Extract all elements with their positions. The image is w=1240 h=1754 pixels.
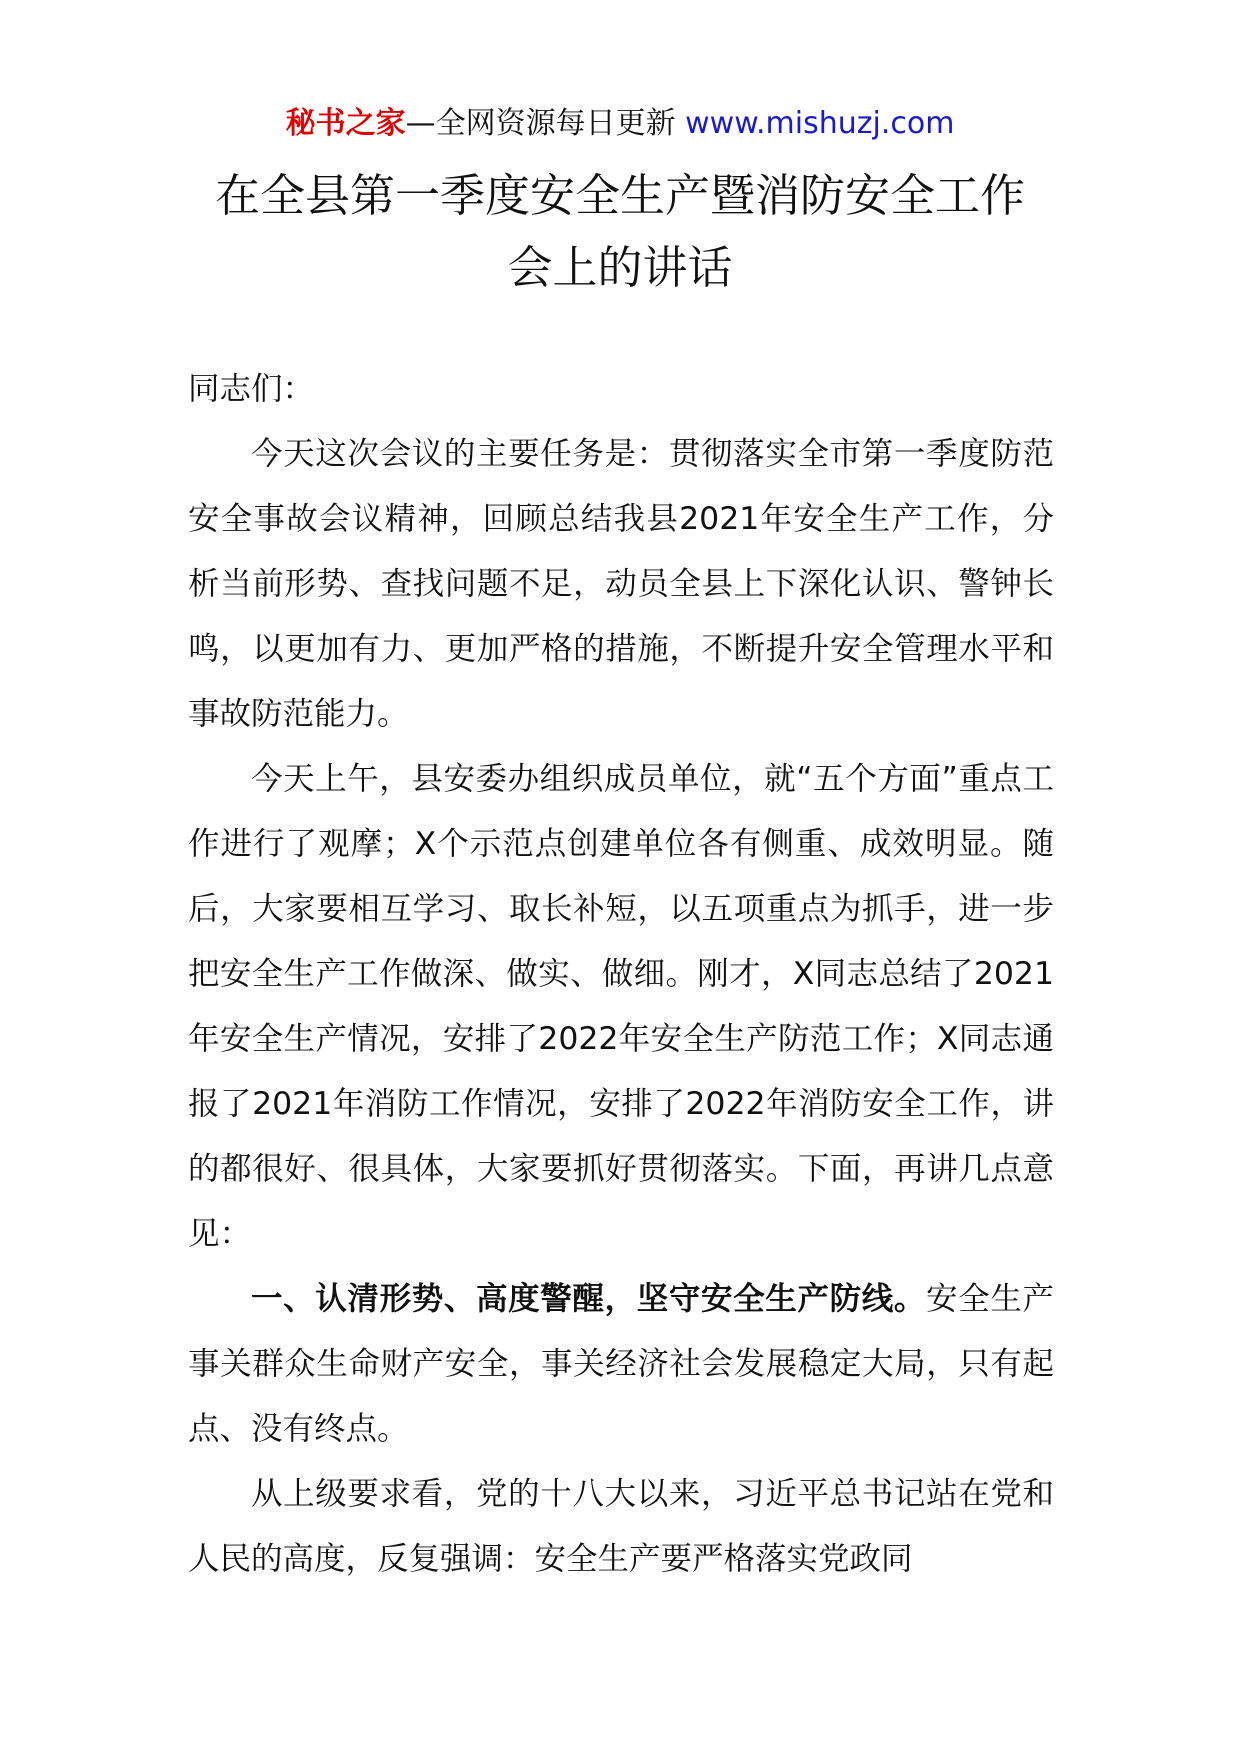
salutation: 同志们： <box>188 371 315 407</box>
paragraph-4: 从上级要求看，党的十八大以来，习近平总书记站在党和人民的高度，反复强调：安全生产要严格落实党政同 <box>188 1476 1054 1577</box>
title-line-2: 会上的讲话 <box>507 241 733 294</box>
section-text-1: 安全生产事关群众生命财产安全，事关经济社会发展稳定大局，只有起点、没有终点。 <box>188 1281 1054 1447</box>
title-line-1: 在全县第一季度安全生产暨消防安全工作 <box>214 169 1025 222</box>
paragraph-1: 今天这次会议的主要任务是：贯彻落实全市第一季度防范安全事故会议精神，回顾总结我县2021年安全生产工作，分析当前形势、查找问题不足，动员全县上下深化认识、警钟长鸣，以更加有力、更加严格的措施，不断提升安全管理水平和事故防范能力。 <box>188 436 1054 732</box>
document-body <box>188 357 1054 1592</box>
document-title <box>0 160 1240 304</box>
site-url[interactable]: www.mishuzj.com <box>685 106 955 141</box>
paragraph-3 <box>188 1267 1054 1462</box>
site-brand: 秘书之家 <box>285 106 406 141</box>
site-header <box>0 102 1240 146</box>
section-heading-1: 一、认清形势、高度警醒，坚守安全生产防线。 <box>251 1281 927 1317</box>
paragraph-2: 今天上午，县安委办组织成员单位，就“五个方面”重点工作进行了观摩；X个示范点创建单位各有侧重、成效明显。随后，大家要相互学习、取长补短，以五项重点为抓手，进一步把安全生产工作做深、做实、做细。刚才，X同志总结了2021年安全生产情况，安排了2022年安全生产防范工作；X同志通报了2021年消防工作情况，安排了2022年消防安全工作，讲的都很好、很具体，大家要抓好贯彻落实。下面，再讲几点意见： <box>188 761 1054 1252</box>
site-slogan: —全网资源每日更新 <box>405 106 686 141</box>
